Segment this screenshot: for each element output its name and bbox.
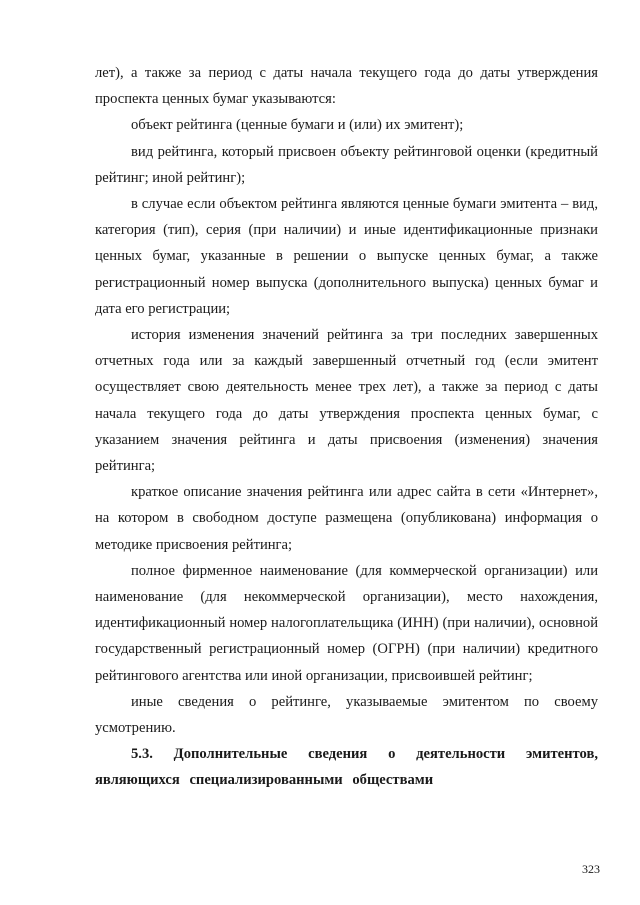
paragraph-rating-description: краткое описание значения рейтинга или адрес сайта в сети «Интернет», на котором в свободном доступе размещена (опубликована) информация о методике присвоения рейтинга; xyxy=(95,484,598,553)
page-number: 323 xyxy=(582,862,600,876)
paragraph-other-info: иные сведения о рейтинге, указываемые эмитентом по своему усмотрению. xyxy=(95,693,598,737)
paragraph-rating-history: история изменения значений рейтинга за три последних завершенных отчетных года или за каждый завершенный отчетный год (если эмитент осуществляет свою деятельность менее трех лет), а также за период с даты начала текущего года до даты утверждения проспекта ценных бумаг, с указанием значения рейтинга и даты присвоения (изменения) значения рейтинга; xyxy=(95,327,598,475)
paragraph-securities-identification: в случае если объектом рейтинга являются ценные бумаги эмитента – вид, категория (тип), серия (при наличии) и иные идентификационные признаки ценных бумаг, указанные в решении о выпуске ценных бумаг, а также регистрационный номер выпуска (дополнительного выпуска) ценных бумаг и дата его регистрации; xyxy=(95,196,598,317)
paragraph-rating-agency: полное фирменное наименование (для коммерческой организации) или наименование (для некоммерческой организации), место нахождения, идентификационный номер налогоплательщика (ИНН) (при наличии), основной государственный регистрационный номер (ОГРН) (при наличии) кредитного рейтингового агентства или иной организации, присвоившей рейтинг; xyxy=(95,562,598,684)
paragraph-continuation: лет), а также за период с даты начала текущего года до даты утверждения проспекта ценных бумаг указываются: xyxy=(95,65,598,108)
body-text xyxy=(95,60,598,794)
section-heading: 5.3. Дополнительные сведения о деятельности эмитентов, являющихся специализированными обществами xyxy=(95,746,598,789)
paragraph-rating-type: вид рейтинга, который присвоен объекту рейтинговой оценки (кредитный рейтинг; иной рейтинг); xyxy=(95,143,598,186)
paragraph-rating-object: объект рейтинга (ценные бумаги и (или) их эмитент); xyxy=(131,117,464,134)
